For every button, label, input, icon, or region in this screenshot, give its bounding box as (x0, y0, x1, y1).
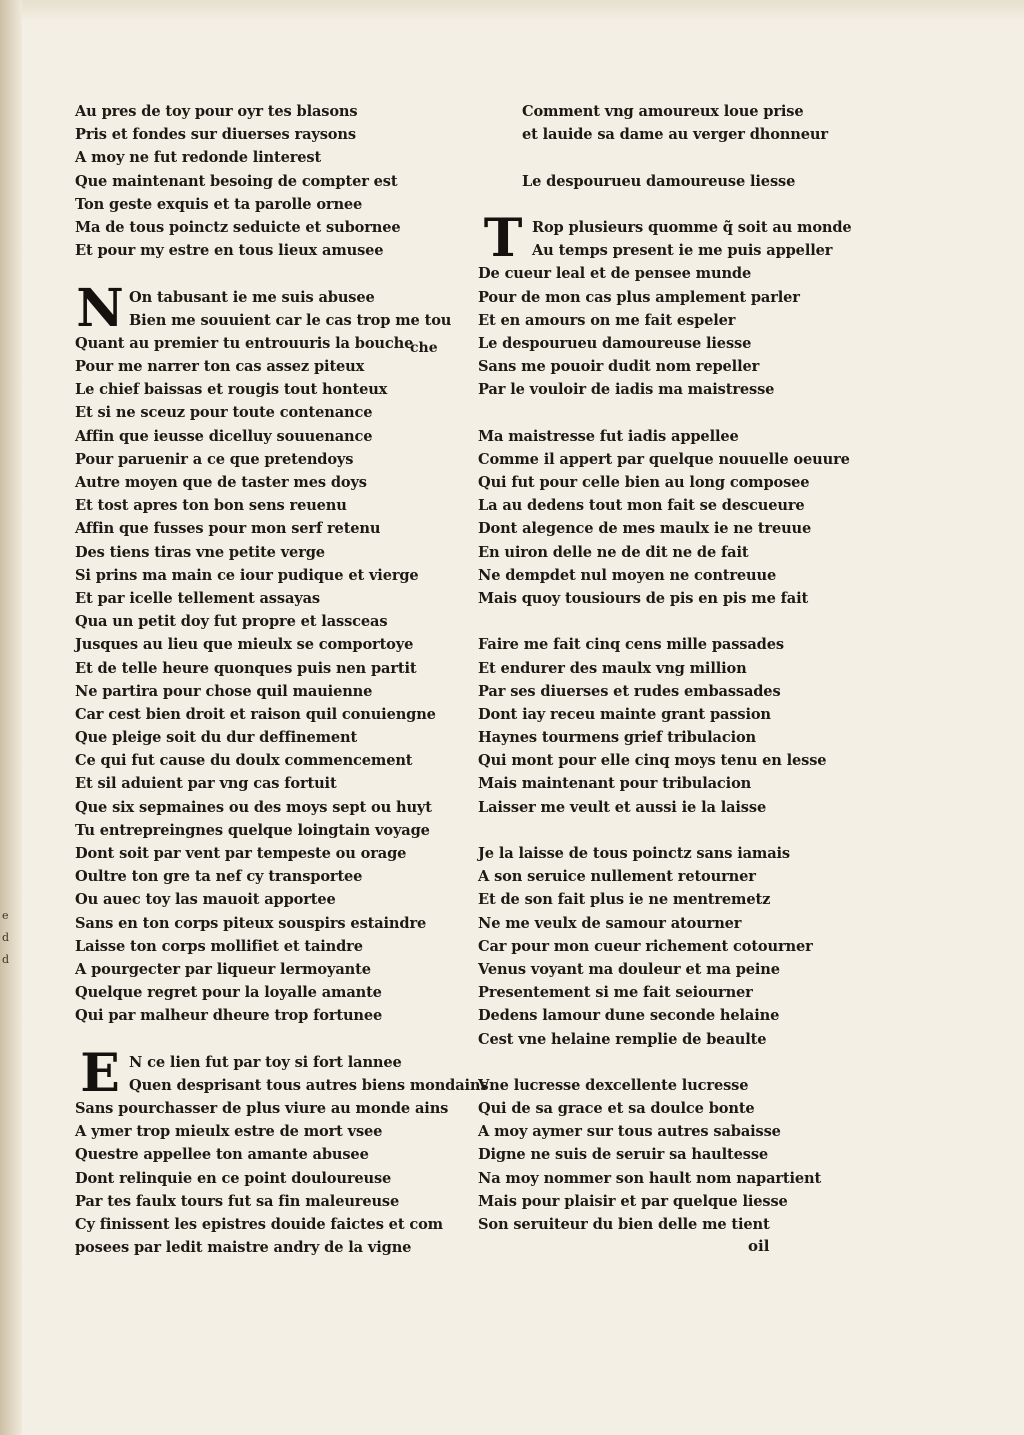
gutter-mark: d (2, 953, 10, 966)
verse-line: Et pour my estre en tous lieux amusee (75, 242, 384, 260)
right-subheading (478, 170, 848, 193)
verse-line: Dont iay receu mainte grant passion (478, 705, 771, 723)
verse-line: Jusques au lieu que mieulx se comportoye (75, 636, 414, 654)
verse-line: La au dedens tout mon fait se descueure (478, 497, 805, 515)
verse-line: Oultre ton gre ta nef cy transportee (75, 868, 363, 886)
verse-line: Et de telle heure quonques puis nen partit (75, 659, 417, 677)
verse-line: Mais quoy tousiours de pis en pis me fait (478, 589, 809, 607)
verse-line: Au pres de toy pour oyr tes blasons (75, 103, 358, 120)
verse-line: Na moy nommer son hault nom napartient (478, 1169, 822, 1187)
verse-line: De cueur leal et de pensee munde (478, 265, 752, 283)
left-text-column (75, 100, 489, 1259)
drop-cap-initial: E (80, 1042, 120, 1104)
verse-line: Comme il appert par quelque nouuelle oeuure (478, 450, 850, 468)
verse-line: Et tost apres ton bon sens reuenu (75, 497, 347, 515)
verse-line: Laisse ton corps mollifiet et taindre (75, 937, 363, 955)
verse-line: Pour de mon cas plus amplement parler (478, 288, 800, 306)
verse-line: Je la laisse de tous poinctz sans iamais (478, 845, 790, 862)
gutter-mark: e (2, 909, 9, 922)
colophon-line: Cy finissent les epistres douide faictes et com (75, 1216, 443, 1233)
right-heading (478, 100, 848, 146)
verse-line: Presentement si me fait seiourner (478, 984, 753, 1002)
left-block-3 (75, 1042, 489, 1260)
verse-line: Autre moyen que de taster mes doys (75, 474, 367, 491)
section-subheading: Le despourueu damoureuse liesse (522, 172, 796, 190)
verse-line: Pour paruenir a ce que pretendoys (75, 450, 354, 468)
verse-line: Le chief baissas et rougis tout honteux (75, 381, 388, 399)
right-block-1 (478, 207, 852, 402)
verse-line: Par tes faulx tours fut sa fin maleureuse (75, 1192, 400, 1210)
verse-line: Qua un petit doy fut propre et lassceas (75, 613, 388, 631)
gutter-mark: d (2, 931, 10, 944)
verse-line: A pourgecter par liqueur lermoyante (75, 960, 371, 978)
verse-line: Ma de tous poinctz seduicte et subornee (75, 218, 401, 236)
verse-line: En uiron delle ne de dit ne de fait (478, 543, 749, 561)
verse-line: Si prins ma main ce iour pudique et vierge (75, 566, 419, 584)
verse-line: Que six sepmaines ou des moys sept ou huyt (75, 798, 432, 816)
verse-line: N ce lien fut par toy si fort lannee (129, 1053, 402, 1071)
verse-line: Mais pour plaisir et par quelque liesse (478, 1192, 788, 1210)
verse-line: Sans pourchasser de plus viure au monde ains (75, 1100, 449, 1118)
verse-line: Affin que ieusse dicelluy souuenance (75, 427, 373, 445)
right-block-3 (478, 633, 848, 819)
verse-line: A moy ne fut redonde linterest (75, 149, 322, 167)
verse-line: Que maintenant besoing de compter est (75, 172, 398, 190)
verse-line: On tabusant ie me suis abusee (129, 288, 375, 306)
margin-note: che (410, 340, 438, 356)
verse-line: Mais maintenant pour tribulacion (478, 775, 752, 793)
verse-line: Quelque regret pour la loyalle amante (75, 984, 382, 1002)
verse-line: Dont alegence de mes maulx ie ne treuue (478, 520, 812, 538)
left-block-1 (75, 100, 465, 262)
right-block-4 (478, 842, 848, 1051)
right-block-2 (478, 425, 848, 611)
verse-line: Quant au premier tu entrouuris la bouche (75, 334, 414, 352)
verse-line: Bien me souuient car le cas trop me tou (129, 311, 452, 329)
verse-line: Haynes tourmens grief tribulacion (478, 729, 757, 747)
verse-line: Et si ne sceuz pour toute contenance (75, 404, 373, 422)
verse-line: Qui fut pour celle bien au long composee (478, 474, 810, 491)
drop-cap-initial: T (483, 207, 523, 269)
verse-line: Venus voyant ma douleur et ma peine (478, 960, 780, 978)
verse-line: Au temps present ie me puis appeller (532, 242, 833, 260)
verse-line: Ce qui fut cause du doulx commencement (75, 752, 413, 770)
drop-cap-initial: N (76, 277, 124, 339)
verse-line: Qui de sa grace et sa doulce bonte (478, 1100, 755, 1118)
verse-line: Et par icelle tellement assayas (75, 589, 320, 607)
page-gutter (0, 0, 22, 1435)
page-top-edge (22, 0, 1024, 22)
verse-line: Et endurer des maulx vng million (478, 659, 747, 677)
verse-line: Des tiens tiras vne petite verge (75, 543, 325, 561)
verse-line: Quen desprisant tous autres biens mondains (129, 1076, 489, 1094)
verse-line: Pris et fondes sur diuerses raysons (75, 126, 356, 144)
verse-line: Le despourueu damoureuse liesse (478, 334, 752, 352)
verse-line: Car cest bien droit et raison quil conuiengne (75, 705, 436, 723)
verse-line: Tu entrepreingnes quelque loingtain voyage (75, 821, 430, 839)
verse-line: Par ses diuerses et rudes embassades (478, 682, 781, 700)
verse-line: Dedens lamour dune seconde helaine (478, 1007, 780, 1025)
verse-line: Son seruiteur du bien delle me tient (478, 1216, 770, 1233)
verse-line: Ma maistresse fut iadis appellee (478, 427, 739, 445)
verse-line: Dont relinquie en ce point douloureuse (75, 1169, 392, 1187)
verse-line: Rop plusieurs quomme q̃ soit au monde (532, 218, 852, 236)
verse-line: Et de son fait plus ie ne mentremetz (478, 891, 771, 909)
verse-line: Pour me narrer ton cas assez piteux (75, 358, 365, 376)
verse-line: Et en amours on me fait espeler (478, 311, 736, 329)
section-heading-line: Comment vng amoureux loue prise (522, 103, 804, 120)
verse-line: Dont soit par vent par tempeste ou orage (75, 845, 407, 862)
section-heading-line: et lauide sa dame au verger dhonneur (522, 126, 828, 144)
right-text-column (478, 100, 852, 1236)
verse-line: Ne partira pour chose quil mauienne (75, 682, 373, 700)
left-block-2 (75, 277, 465, 1028)
colophon-line: posees par ledit maistre andry de la vigne (75, 1239, 412, 1257)
verse-line: Ton geste exquis et ta parolle ornee (75, 195, 363, 213)
verse-line: Questre appellee ton amante abusee (75, 1146, 369, 1164)
verse-line: Vne lucresse dexcellente lucresse (478, 1076, 749, 1094)
verse-line: Car pour mon cueur richement cotourner (478, 937, 813, 955)
verse-line: Digne ne suis de seruir sa haultesse (478, 1146, 769, 1164)
verse-line: Faire me fait cinq cens mille passades (478, 636, 784, 654)
verse-line: Par le vouloir de iadis ma maistresse (478, 381, 775, 399)
verse-line: Sans me pouoir dudit nom repeller (478, 358, 760, 376)
verse-line: Affin que fusses pour mon serf retenu (75, 520, 381, 538)
verse-line: Qui par malheur dheure trop fortunee (75, 1007, 383, 1025)
verse-line: Que pleige soit du dur deffinement (75, 729, 358, 747)
gutter-marks (2, 905, 16, 971)
verse-line: Ou auec toy las mauoit apportee (75, 891, 336, 909)
right-block-5 (478, 1074, 848, 1236)
verse-line: A ymer trop mieulx estre de mort vsee (75, 1123, 383, 1141)
verse-line: A moy aymer sur tous autres sabaisse (478, 1123, 781, 1141)
verse-line: Qui mont pour elle cinq moys tenu en lesse (478, 752, 827, 770)
verse-line: Et sil aduient par vng cas fortuit (75, 775, 337, 793)
verse-line: A son seruice nullement retourner (478, 868, 756, 886)
verse-line: Laisser me veult et aussi ie la laisse (478, 798, 767, 816)
verse-line: Cest vne helaine remplie de beaulte (478, 1030, 767, 1048)
catchword: oil (748, 1237, 770, 1255)
verse-line: Ne dempdet nul moyen ne contreuue (478, 566, 777, 584)
verse-line: Ne me veulx de samour atourner (478, 914, 742, 932)
verse-line: Sans en ton corps piteux souspirs estaindre (75, 914, 427, 932)
